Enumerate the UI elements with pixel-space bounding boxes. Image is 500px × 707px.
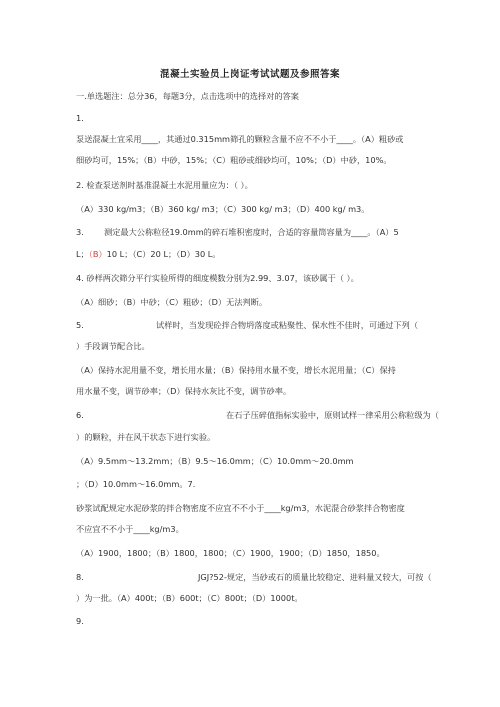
q1-number: 1. [76, 113, 84, 123]
q5-line-1: 试样时，当发现砼拌合物坍落度或粘聚性、保水性不佳时，可通过下列（ [156, 320, 419, 330]
q9-number: 9. [76, 616, 84, 626]
q6-number: 6. [76, 410, 84, 420]
q5-line-4: 用水量不变，调节砂率；（D）保持水灰比不变，调节砂率。 [76, 386, 292, 396]
q4-options: （A）细砂；（B）中砂；（C）粗砂；（D）无法判断。 [76, 297, 268, 307]
q7-line-2: 不应宜不不小于____kg/m3。 [76, 524, 184, 534]
q5-line-2: ）手段调节配合比。 [76, 341, 150, 351]
q6-line-3: （A）9.5mm～13.2mm；（B）9.5～16.0mm；（C）10.0mm～20.0mm [76, 456, 354, 466]
q6-line-4: ；（D）10.0mm～16.0mm。7. [76, 479, 196, 489]
q1-line-1: 泵送混凝土宜采用____，其通过0.315mm筛孔的颗粒含量不应不不小于____。（A）粗砂或 [76, 134, 404, 144]
section-heading: 一.单选题注：总分36，每题3分，点击选项中的选择对的答案 [76, 91, 299, 101]
q8-line-1: JGJ?52-规定，当砂或石的质量比较稳定、进料量又较大，可按（ [198, 572, 432, 582]
q6-line-1: 在石子压碎值指标实验中，原则试样一律采用公称粒级为（ [226, 410, 439, 420]
q8-number: 8. [76, 572, 84, 582]
doc-title: 混凝土实验员上岗证考试试题及参照答案 [159, 69, 340, 80]
q3-number: 3. [76, 227, 84, 237]
q1-line-2: 细砂均可，15%；（B）中砂，15%；（C）粗砂或细砂均可，10%；（D）中砂，10%。 [76, 155, 392, 165]
q3-line-2-start: L； [76, 249, 89, 259]
q2-options: （A）330 kg/m3；（B）360 kg/ m3；（C）300 kg/ m3；（D）400 kg/ m3。 [76, 204, 370, 214]
q5-line-3: （A）保持水泥用量不变，增长用水量；（B）保持用水量不变，增长水泥用量；（C）保持 [76, 365, 396, 375]
q3-line-2-rest: 10 L；（C）20 L；（D）30 L。 [106, 249, 221, 259]
q2-stem: 2. 检查泵送剂时基准混凝土水泥用量应为：（ ）。 [76, 180, 253, 190]
q3-line-1: 测定最大公称粒径19.0mm的碎石堆积密度时，合适的容量筒容量为____。（A）5 [104, 227, 399, 237]
q8-line-2: ）为一批。（A）400t；（B）600t；（C）800t；（D）1000t。 [76, 593, 303, 603]
q7-line-1: 砂浆试配规定水泥砂浆的拌合物密度不应宜不不小于____kg/m3，水泥混合砂浆拌合物密度 [76, 503, 405, 513]
q6-line-2: ）的颗粒，并在风干状态下进行实验。 [76, 432, 216, 442]
q3-option-b-highlight: （B） [88, 249, 107, 259]
q5-number: 5. [76, 320, 84, 330]
q7-options: （A）1900，1800；（B）1800，1800；（C）1900，1900；（D）1850，1850。 [76, 548, 385, 558]
q4-stem: 4. 砂样两次筛分平行实验所得的细度模数分别为2.99、3.07，该砂属于（ ）。 [76, 273, 359, 283]
q3-line-2 [76, 249, 221, 260]
